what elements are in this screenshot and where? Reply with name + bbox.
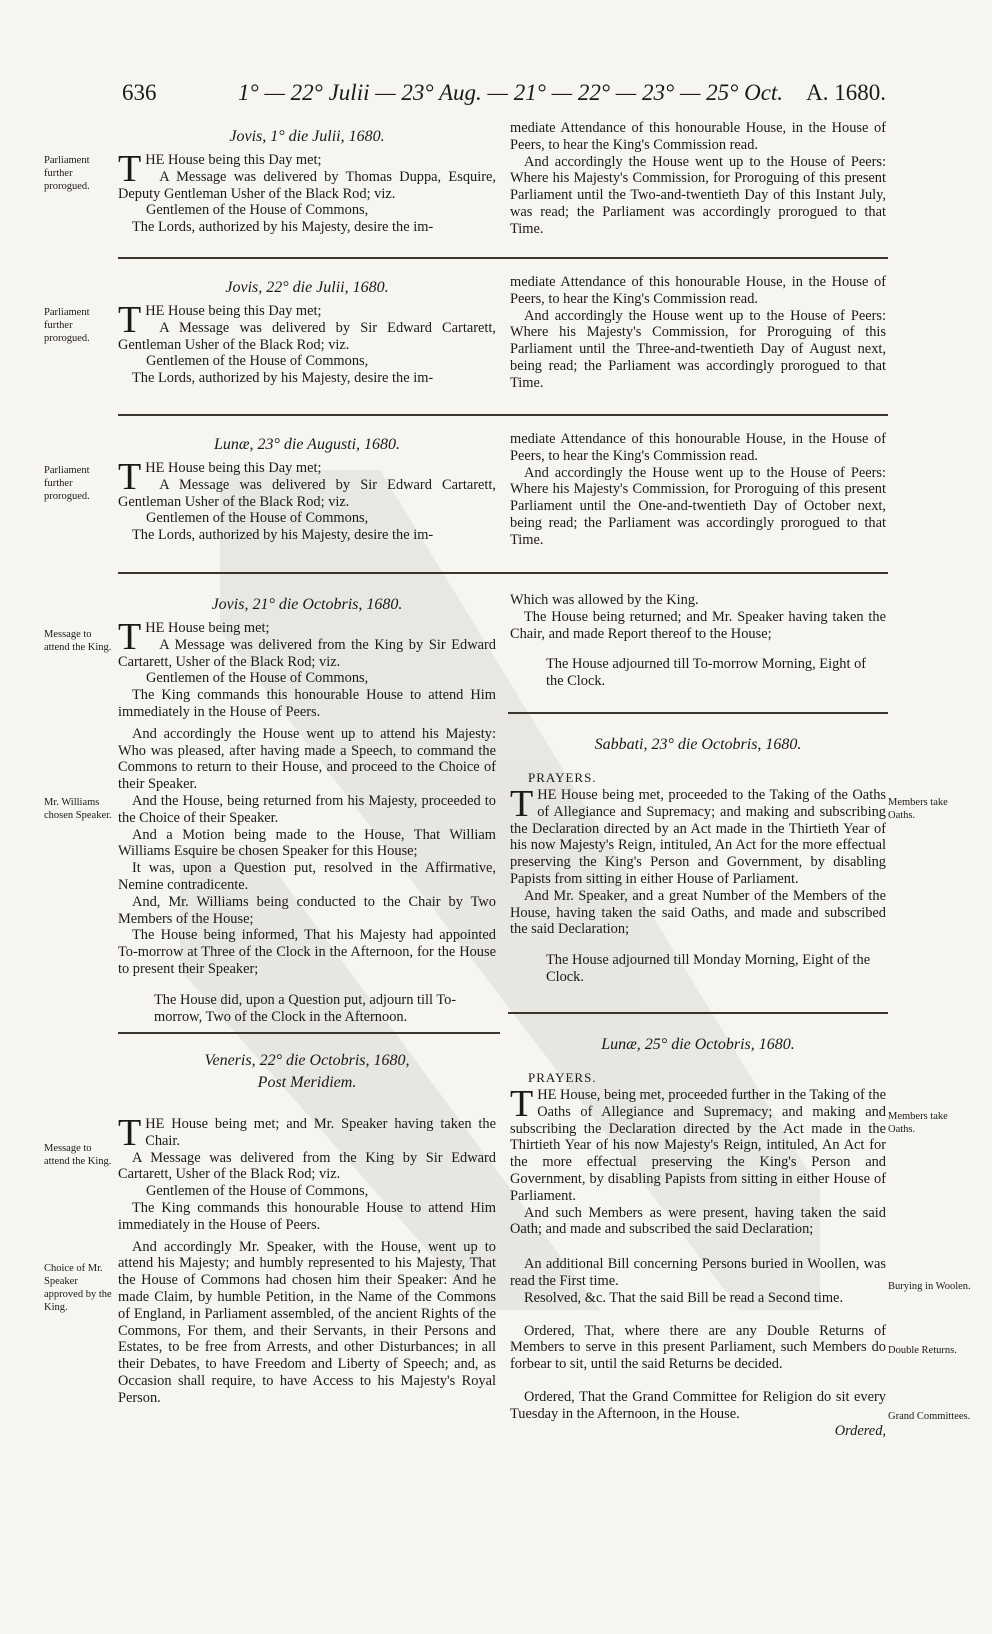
- entry-4-left: [118, 596, 496, 1025]
- entry-heading: Jovis, 1° die Julii, 1680.: [229, 128, 385, 145]
- paragraph: HE House being this Day met;: [145, 152, 322, 168]
- margin-note: Parliament further prorogued.: [44, 155, 90, 192]
- paragraph: The King commands this honourable House to attend Him immediately in the House of Peers.: [118, 687, 496, 720]
- paragraph: The Lords, authorized by his Majesty, desire the im-: [132, 527, 434, 544]
- paragraph: And accordingly the House went up to attend his Majesty: Who was pleased, after having made a Speech, to command the Commons to return to their House, and proceed to the Choice of their Speaker.: [118, 725, 496, 793]
- adjournment: The House adjourned till To-morrow Morning, Eight of the Clock.: [546, 656, 867, 690]
- paragraph: A Message was delivered by Sir Edward Cartarett, Gentleman Usher of the Black Rod; viz.: [118, 319, 496, 353]
- paragraph: HE House being met, proceeded to the Taking of the Oaths of Allegiance and Supremacy; and making and subscribing the Declaration directed by an Act made in the Thirtieth Year of his now Majesty's Reign, intituled, An Act for the more effectual preserving the King's Person and Government, by disabling Papists from sitting in either House of Parliament.: [510, 787, 886, 887]
- drop-cap: T: [118, 299, 142, 341]
- margin-note: Message to attend the King.: [44, 629, 112, 653]
- paragraph: Ordered, That the Grand Committee for Religion do sit every Tuesday in the Afternoon, in the House.: [510, 1388, 886, 1422]
- section-divider: [508, 712, 888, 714]
- paragraph: And the House, being returned from his Majesty, proceeded to the Choice of their Speaker.: [118, 792, 496, 826]
- drop-cap: T: [510, 783, 534, 825]
- paragraph: mediate Attendance of this honourable House, in the House of Peers, to hear the King's Commission read.: [510, 274, 886, 307]
- paragraph: HE House, being met, proceeded further in the Taking of the Oaths of Allegiance and Supremacy; and making and subscribing the Declaration directed by the Act made in the Thirtieth Year of his now Majesty's Reign, intituled, An Act for the more effectual preserving the King's Person and Government, by disabling Papists from sitting in either House of Parliament.: [510, 1087, 887, 1204]
- header-title: 1° — 22° Julii — 23° Aug. — 21° — 22° — 23° — 25° Oct.: [238, 80, 784, 105]
- adjournment: The House did, upon a Question put, adjourn till To-morrow, Two of the Clock in the Afternoon.: [154, 991, 457, 1025]
- header-year: A. 1680.: [806, 80, 886, 105]
- margin-note: Parliament further prorogued.: [44, 465, 90, 502]
- drop-cap: T: [118, 1112, 142, 1154]
- section-divider: [508, 1012, 888, 1014]
- entry-heading: Lunæ, 25° die Octobris, 1680.: [601, 1036, 795, 1053]
- margin-note: Choice of Mr. Speaker approved by the King.: [44, 1263, 112, 1313]
- margin-note: Members take Oaths.: [888, 1111, 948, 1135]
- address-line: Gentlemen of the House of Commons,: [146, 353, 369, 370]
- drop-cap: T: [118, 148, 142, 190]
- paragraph: An additional Bill concerning Persons buried in Woollen, was read the First time.: [510, 1256, 886, 1289]
- entry-2-left: [118, 279, 496, 387]
- paragraph: HE House being met;: [145, 620, 270, 636]
- margin-note: Parliament further prorogued.: [44, 307, 90, 344]
- margin-note: Grand Committees.: [888, 1411, 971, 1422]
- margin-note: Mr. Williams chosen Speaker.: [44, 797, 112, 821]
- paragraph: Ordered, That, where there are any Double Returns of Members to serve in this present Parliament, such Members do forbear to sit, until the said Returns be decided.: [510, 1322, 886, 1373]
- paragraph: The King commands this honourable House to attend Him immediately in the House of Peers.: [118, 1199, 496, 1233]
- paragraph: And accordingly the House went up to the House of Peers: Where his Majesty's Commission, for Proroguing of this present Parliament until the Two-and-twentieth Day of this Instant July, was read; the Parliament was accordingly prorogued to that Time.: [510, 153, 886, 237]
- entry-4-right: [510, 592, 886, 690]
- catchword: Ordered,: [834, 1422, 886, 1439]
- adjournment: The House adjourned till Monday Morning, Eight of the Clock.: [546, 952, 871, 985]
- paragraph: And, Mr. Williams being conducted to the Chair by Two Members of the House;: [118, 893, 496, 927]
- entry-1-left: [118, 128, 496, 236]
- prayers-label: PRAYERS.: [528, 770, 597, 785]
- entry-1-right: [510, 120, 886, 238]
- paragraph: HE House being met; and Mr. Speaker having taken the Chair.: [145, 1116, 496, 1149]
- entry-heading: Lunæ, 23° die Augusti, 1680.: [213, 436, 401, 453]
- section-divider: [118, 1032, 500, 1034]
- paragraph: A Message was delivered from the King by Sir Edward Cartarett, Usher of the Black Rod; viz.: [118, 1149, 496, 1183]
- entry-3-left: [118, 436, 496, 544]
- margin-note: Double Returns.: [888, 1345, 957, 1356]
- paragraph: A Message was delivered by Sir Edward Cartarett, Gentleman Usher of the Black Rod; viz.: [118, 476, 496, 510]
- entry-heading: Sabbati, 23° die Octobris, 1680.: [594, 736, 802, 753]
- entry-heading: Jovis, 22° die Julii, 1680.: [225, 279, 389, 296]
- entry-2-right: [510, 274, 886, 392]
- paragraph: And accordingly the House went up to the House of Peers: Where his Majesty's Commission, for Proroguing of this Parliament until the Three-and-twentieth Day of August next, being read; the Parliament was accordingly prorogued to that Time.: [510, 307, 886, 391]
- paragraph: HE House being this Day met;: [145, 460, 322, 476]
- entry-3-right: [510, 431, 886, 549]
- paragraph: It was, upon a Question put, resolved in the Affirmative, Nemine contradicente.: [118, 860, 496, 893]
- paragraph: And a Motion being made to the House, That William Williams Esquire be chosen Speaker for this House;: [118, 826, 496, 860]
- margin-note: Members take Oaths.: [888, 797, 948, 821]
- margin-note: Message to attend the King.: [44, 1143, 112, 1167]
- prayers-label: PRAYERS.: [528, 1070, 597, 1085]
- entry-heading: Jovis, 21° die Octobris, 1680.: [211, 596, 403, 613]
- address-line: Gentlemen of the House of Commons,: [146, 510, 369, 527]
- margin-note: Burying in Woolen.: [888, 1281, 971, 1292]
- drop-cap: T: [118, 456, 142, 498]
- drop-cap: T: [510, 1083, 534, 1125]
- paragraph: And Mr. Speaker, and a great Number of the Members of the House, having taken the said Oaths, and made and subscribed the said Declaration;: [510, 887, 886, 938]
- paragraph: Resolved, &c. That the said Bill be read a Second time.: [524, 1289, 844, 1306]
- paragraph: The House being informed, That his Majesty had appointed To-morrow at Three of the Clock in the Afternoon, for the House to present their Speaker;: [118, 927, 496, 977]
- entry-subheading: Post Meridiem.: [257, 1074, 357, 1091]
- entry-7-right: [510, 1036, 886, 1439]
- address-line: Gentlemen of the House of Commons,: [146, 670, 369, 687]
- paragraph: A Message was delivered by Thomas Duppa, Esquire, Deputy Gentleman Usher of the Black Rod; viz.: [118, 168, 496, 202]
- paragraph: And accordingly the House went up to the House of Peers: Where his Majesty's Commission, for Proroguing of this present Parliament until the One-and-twentieth Day of October next, being read; the Parliament was accordingly prorogued to that Time.: [510, 464, 886, 548]
- address-line: Gentlemen of the House of Commons,: [146, 202, 369, 219]
- section-divider: [118, 572, 888, 574]
- paragraph: The Lords, authorized by his Majesty, desire the im-: [132, 370, 434, 387]
- entry-6-right: [510, 736, 886, 986]
- paragraph: A Message was delivered from the King by Sir Edward Cartarett, Usher of the Black Rod; viz.: [118, 636, 496, 670]
- drop-cap: T: [118, 616, 142, 658]
- paragraph: The Lords, authorized by his Majesty, desire the im-: [132, 219, 434, 236]
- paragraph: Which was allowed by the King.: [510, 592, 699, 608]
- section-divider: [118, 414, 888, 416]
- address-line: Gentlemen of the House of Commons,: [146, 1183, 369, 1200]
- paragraph: HE House being this Day met;: [145, 303, 322, 319]
- paragraph: And such Members as were present, having taken the said Oath; and made and subscribed the said Declaration;: [510, 1204, 886, 1238]
- running-header: [120, 80, 890, 110]
- section-divider: [118, 257, 888, 259]
- entry-heading: Veneris, 22° die Octobris, 1680,: [204, 1052, 410, 1069]
- paragraph: mediate Attendance of this honourable House, in the House of Peers, to hear the King's Commission read.: [510, 120, 886, 153]
- entry-5-left: [118, 1052, 496, 1407]
- paragraph: And accordingly Mr. Speaker, with the House, went up to attend his Majesty; and humbly represented to his Majesty, That the House of Commons had chosen him their Speaker: And he made Claim, by humble Petition, in the Name of the Commons of England, in Parliament assembled, of the ancient Rights of the Commons, For them, and their Servants, in their Persons and Estates, to be free from Arrests, and other Disturbances; in all their Debates, to have Freedom and Liberty of Speech; and, as Occasion shall require, to have Access to his Majesty's Royal Person.: [118, 1238, 496, 1406]
- paragraph: mediate Attendance of this honourable House, in the House of Peers, to hear the King's Commission read.: [510, 431, 886, 464]
- paragraph: The House being returned; and Mr. Speaker having taken the Chair, and made Report thereof to the House;: [510, 608, 886, 642]
- page-number: 636: [122, 80, 157, 105]
